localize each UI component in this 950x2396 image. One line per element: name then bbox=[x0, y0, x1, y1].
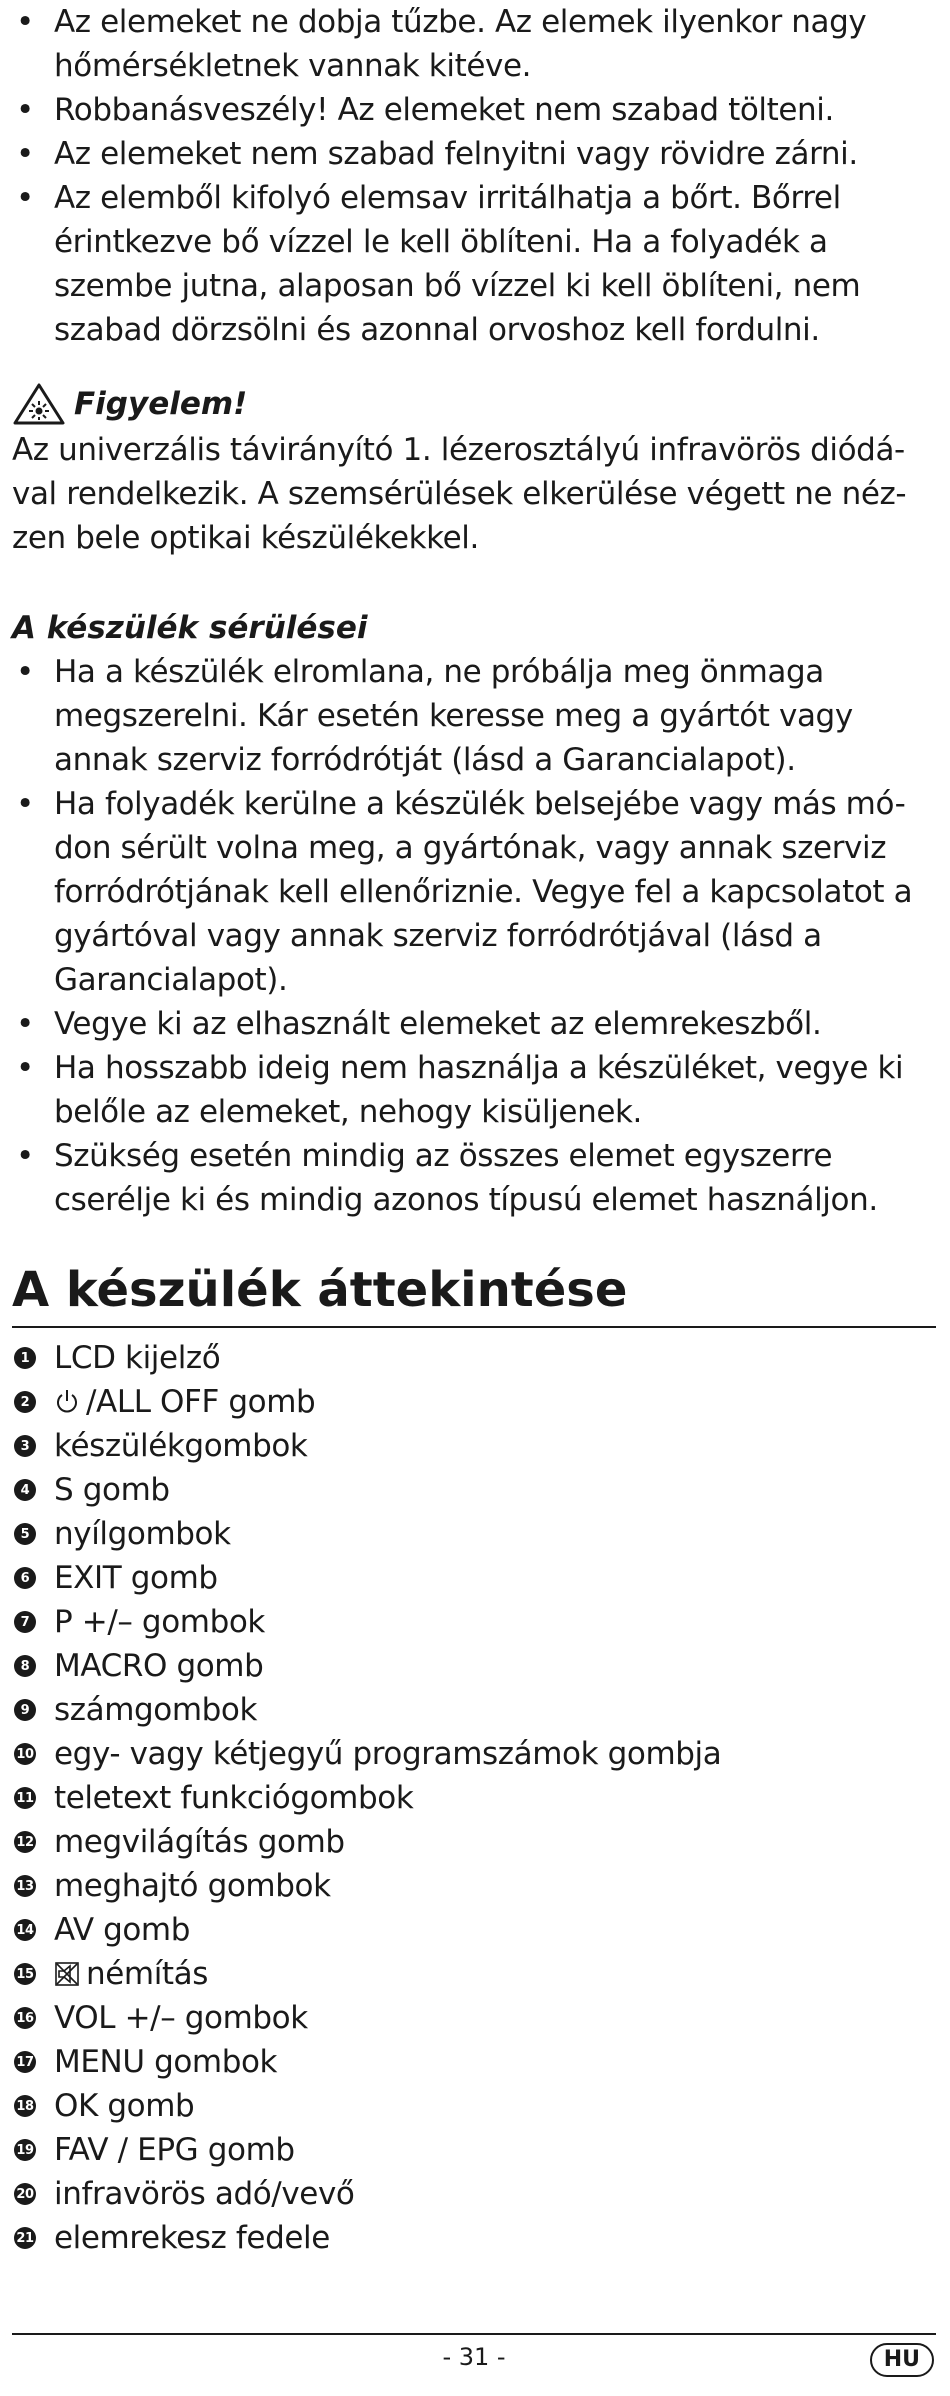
list-item: • Robbanásveszély! Az elemeket nem szabad tölteni. bbox=[16, 92, 834, 128]
power-icon bbox=[54, 1388, 80, 1416]
part-item: 10 egy- vagy kétjegyű programszámok gombja bbox=[12, 1732, 936, 1776]
part-item: 18 OK gomb bbox=[12, 2084, 936, 2128]
part-item: 15 némítás bbox=[12, 1952, 936, 1996]
list-item: • Szükség esetén mindig az összes elemet egyszerre cserélje ki és mindig azonos típusú elemet használjon. bbox=[16, 1138, 878, 1218]
list-item: • Az elemből kifolyó elemsav irritálhatja a bőrt. Bőrrel érintkezve bő vízzel le kell öblíteni. Ha a folyadék a szembe jutna, alaposan bő vízzel ki kell öblíteni, nem szabad dörzsölni és azonnal orvoshoz kell fordulni. bbox=[16, 180, 861, 348]
part-item: 11 teletext funkciógombok bbox=[12, 1776, 936, 1820]
list-item: • Ha hosszabb ideig nem használja a készüléket, vegye ki belőle az elemeket, nehogy kisüljenek. bbox=[16, 1050, 904, 1130]
warning-title: Figyelem! bbox=[74, 386, 248, 422]
part-item: 12 megvilágítás gomb bbox=[12, 1820, 936, 1864]
page-number: - 31 - bbox=[442, 2343, 506, 2371]
part-item: 14 AV gomb bbox=[12, 1908, 936, 1952]
page-footer bbox=[12, 2333, 936, 2385]
damage-heading: A készülék sérülései bbox=[12, 610, 368, 646]
part-item: 17 MENU gombok bbox=[12, 2040, 936, 2084]
part-item: 2 /ALL OFF gomb bbox=[12, 1380, 936, 1424]
language-badge: HU bbox=[870, 2343, 934, 2377]
part-item: 20 infravörös adó/vevő bbox=[12, 2172, 936, 2216]
list-item: • Ha folyadék kerülne a készülék belsejébe vagy más mó-don sérült volna meg, a gyártónak, vagy annak szerviz forródrótjának kell ellenőriznie. Vegye fel a kapcsolatot a gyártóval vagy annak szerviz forródrótjával (lásd a Garancialapot). bbox=[16, 786, 913, 998]
list-item: • Az elemeket ne dobja tűzbe. Az elemek ilyenkor nagy hőmérsékletnek vannak kitéve. bbox=[16, 4, 867, 84]
part-item: 1 LCD kijelző bbox=[12, 1336, 936, 1380]
part-item: 8 MACRO gomb bbox=[12, 1644, 936, 1688]
mute-icon bbox=[54, 1961, 80, 1987]
battery-safety-list bbox=[12, 0, 936, 352]
part-item: 3 készülékgombok bbox=[12, 1424, 936, 1468]
part-item: 16 VOL +/– gombok bbox=[12, 1996, 936, 2040]
part-item: 9 számgombok bbox=[12, 1688, 936, 1732]
warning-heading bbox=[12, 380, 936, 428]
page-content bbox=[12, 0, 936, 2260]
parts-list bbox=[12, 1336, 936, 2260]
part-item: 13 meghajtó gombok bbox=[12, 1864, 936, 1908]
overview-heading: A készülék áttekintése bbox=[12, 1260, 936, 1328]
part-item: 6 EXIT gomb bbox=[12, 1556, 936, 1600]
part-item: 21 elemrekesz fedele bbox=[12, 2216, 936, 2260]
part-item: 19 FAV / EPG gomb bbox=[12, 2128, 936, 2172]
list-item: • Az elemeket nem szabad felnyitni vagy rövidre zárni. bbox=[16, 136, 858, 172]
part-item: 7 P +/– gombok bbox=[12, 1600, 936, 1644]
damage-list bbox=[12, 650, 936, 1222]
warning-text: Az univerzális távirányító 1. lézerosztályú infravörös diódá-val rendelkezik. A szemsérülések elkerülése végett ne néz-zen bele optikai készülékekkel. bbox=[12, 432, 907, 556]
part-item: 5 nyílgombok bbox=[12, 1512, 936, 1556]
list-item: • Vegye ki az elhasznált elemeket az elemrekeszből. bbox=[16, 1006, 822, 1042]
list-item: • Ha a készülék elromlana, ne próbálja meg önmaga megszerelni. Kár esetén keresse meg a gyártót vagy annak szerviz forródrótját (lásd a Garancialapot). bbox=[16, 654, 853, 778]
laser-warning-icon bbox=[12, 382, 66, 426]
part-item: 4 S gomb bbox=[12, 1468, 936, 1512]
